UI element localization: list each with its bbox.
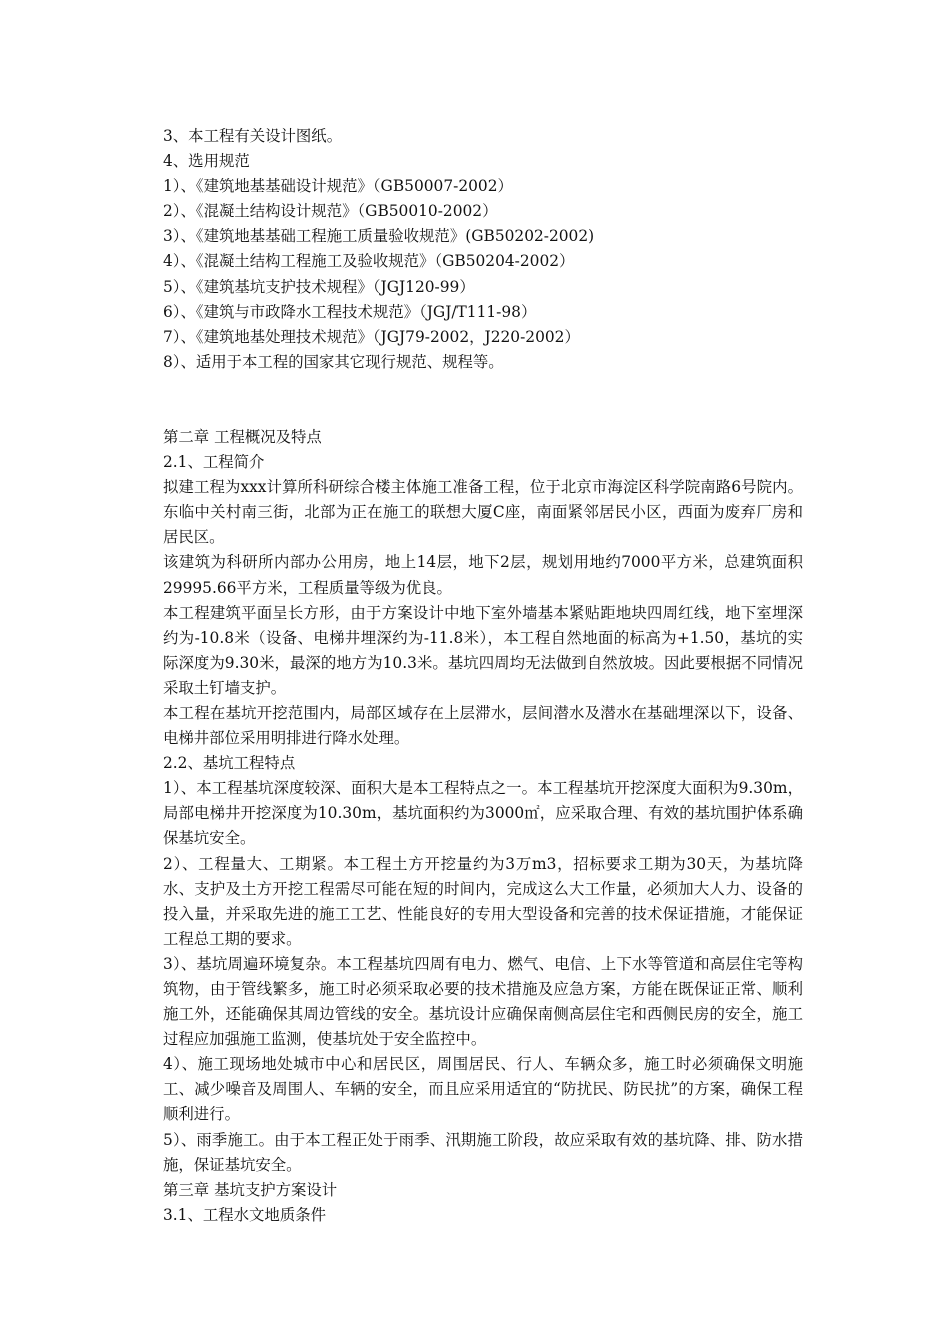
standard-item: 3）、《建筑地基基础工程施工质量验收规范》(GB50202-2002) <box>163 227 595 246</box>
standard-item: 2）、《混凝土结构设计规范》（GB50010-2002） <box>163 202 498 221</box>
section-2-1-title: 2.1、工程简介 <box>163 453 265 472</box>
groundwater-paragraph: 本工程在基坑开挖范围内，局部区域存在上层滞水，层间潜水及潜水在基础埋深以下，设备、电梯井部位采用明排进行降水处理。 <box>163 703 803 748</box>
standards-heading: 4、选用规范 <box>163 152 250 171</box>
project-overview-paragraph: 拟建工程为xxx计算所科研综合楼主体施工准备工程，位于北京市海淀区科学院南路6号院内。东临中关村南三街，北部为正在施工的联想大厦C座，南面紧邻居民小区，西面为废弃厂房和居民区。 <box>163 478 803 547</box>
foundation-pit-paragraph: 本工程建筑平面呈长方形，由于方案设计中地下室外墙基本紧贴距地块四周红线，地下室埋深约为-10.8米（设备、电梯井埋深约为-11.8米），本工程自然地面的标高为+1.50，基坑的实际深度为9.30米，最深的地方为10.3米。基坑四周均无法做到自然放坡。因此要根据不同情况采取土钉墙支护。 <box>163 603 803 697</box>
standard-item: 6）、《建筑与市政降水工程技术规范》（JGJ/T111-98） <box>163 302 537 321</box>
section-3-1-title: 3.1、工程水文地质条件 <box>163 1205 326 1224</box>
feature-paragraph: 4）、施工现场地处城市中心和居民区，周围居民、行人、车辆众多，施工时必须确保文明施工、减少噪音及周围人、车辆的安全，而且应采用适宜的“防扰民、防民扰”的方案，确保工程顺利进行。 <box>163 1055 803 1124</box>
section-2-2-title: 2.2、基坑工程特点 <box>163 754 296 773</box>
section-spacer <box>163 375 803 425</box>
feature-paragraph: 2）、工程量大、工期紧。本工程土方开挖量约为3万m3，招标要求工期为30天，为基坑降水、支护及土方开挖工程需尽可能在短的时间内，完成这么大工作量，必须加大人力、设备的投入量，并采取先进的施工工艺、性能良好的专用大型设备和完善的技术保证措施，才能保证工程总工期的要求。 <box>163 854 803 948</box>
chapter-3-title: 第三章 基坑支护方案设计 <box>163 1180 338 1199</box>
document-body <box>163 124 803 1228</box>
building-info-paragraph: 该建筑为科研所内部办公用房，地上14层，地下2层，规划用地约7000平方米，总建筑面积29995.66平方米，工程质量等级为优良。 <box>163 553 803 597</box>
feature-paragraph: 5）、雨季施工。由于本工程正处于雨季、汛期施工阶段，故应采取有效的基坑降、排、防水措施，保证基坑安全。 <box>163 1130 803 1174</box>
design-drawings-item: 3、本工程有关设计图纸。 <box>163 127 343 145</box>
standard-item: 4）、《混凝土结构工程施工及验收规范》（GB50204-2002） <box>163 252 575 271</box>
standard-item: 8）、适用于本工程的国家其它现行规范、规程等。 <box>163 352 504 371</box>
feature-paragraph: 1）、本工程基坑深度较深、面积大是本工程特点之一。本工程基坑开挖深度大面积为9.30m，局部电梯井开挖深度为10.30m，基坑面积约为3000㎡，应采取合理、有效的基坑围护体系确保基坑安全。 <box>163 779 803 848</box>
standard-item: 7）、《建筑地基处理技术规范》（JGJ79-2002，J220-2002） <box>163 327 580 346</box>
standard-item: 5）、《建筑基坑支护技术规程》（JGJ120-99） <box>163 277 475 296</box>
chapter-2-title: 第二章 工程概况及特点 <box>163 427 322 446</box>
standard-item: 1）、《建筑地基基础设计规范》（GB50007-2002） <box>163 177 513 196</box>
feature-paragraph: 3）、基坑周遍环境复杂。本工程基坑四周有电力、燃气、电信、上下水等管道和高层住宅等构筑物，由于管线繁多，施工时必须采取必要的技术措施及应急方案，方能在既保证正常、顺利施工外，还能确保其周边管线的安全。基坑设计应确保南侧高层住宅和西侧民房的安全，施工过程应加强施工监测，使基坑处于安全监控中。 <box>163 954 803 1049</box>
